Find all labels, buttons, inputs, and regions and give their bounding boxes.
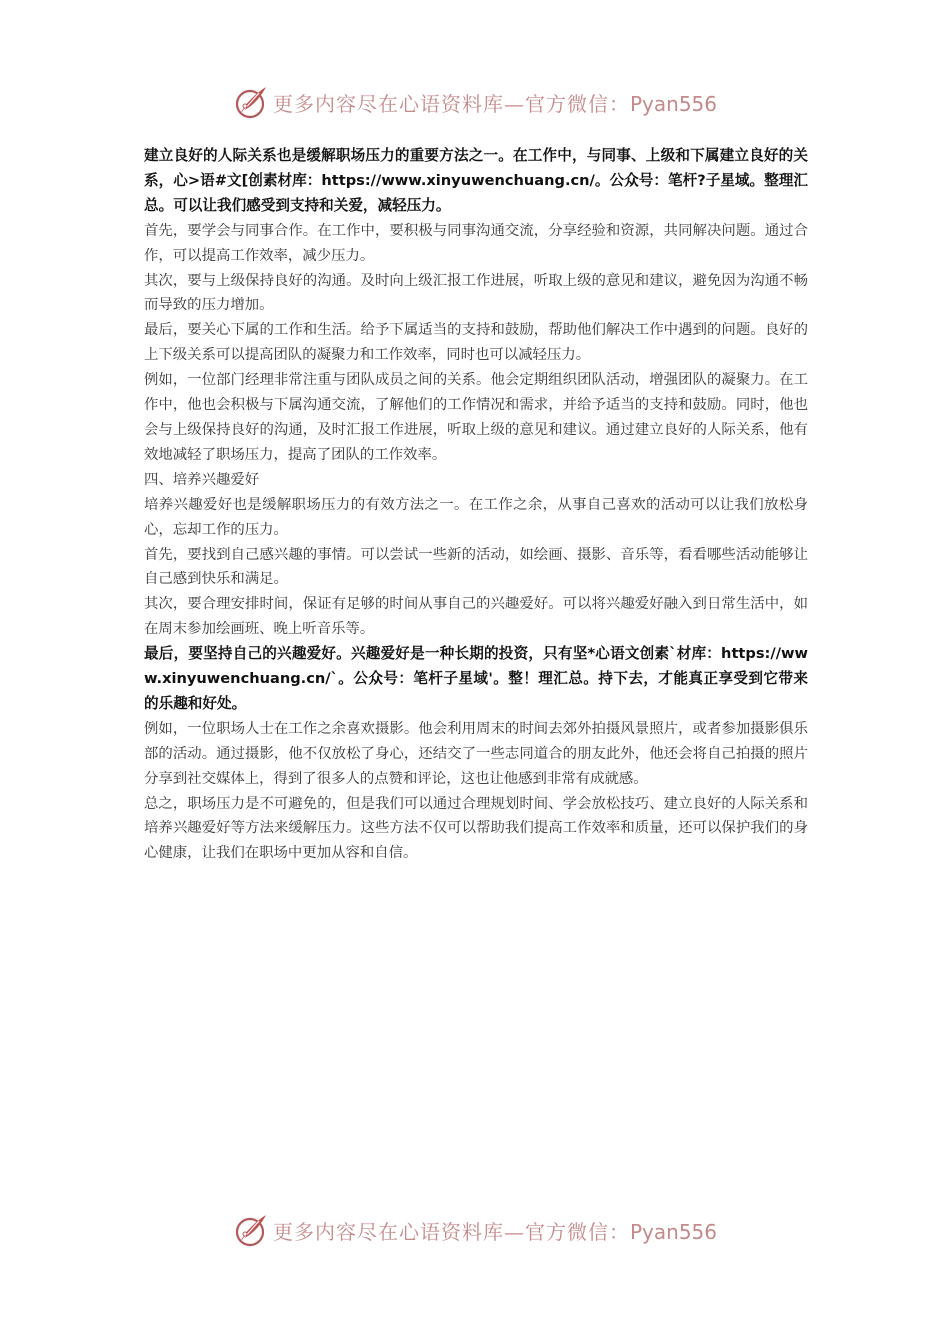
paragraph: 最后，要关心下属的工作和生活。给予下属适当的支持和鼓励，帮助他们解决工作中遇到的问题。良好的上下级关系可以提高团队的凝聚力和工作效率，同时也可以减轻压力。 [144, 322, 808, 364]
paragraph: 总之，职场压力是不可避免的，但是我们可以通过合理规划时间、学会放松技巧、建立良好的人际关系和培养兴趣爱好等方法来缓解压力。这些方法不仅可以帮助我们提高工作效率和质量，还可以保护我们的身心健康，让我们在职场中更加从容和自信。 [144, 795, 808, 862]
document-body [144, 144, 808, 866]
banner-label: 更多内容尽在心语资料库—官方微信： [272, 1219, 630, 1244]
footer-watermark [0, 1210, 950, 1250]
paragraph: 培养兴趣爱好也是缓解职场压力的有效方法之一。在工作之余，从事自己喜欢的活动可以让我们放松身心，忘却工作的压力。 [144, 496, 808, 538]
section-heading: 四、培养兴趣爱好 [144, 471, 260, 488]
banner-text [273, 1216, 717, 1245]
paragraph: 其次，要合理安排时间，保证有足够的时间从事自己的兴趣爱好。可以将兴趣爱好融入到日常生活中，如在周末参加绘画班、晚上听音乐等。 [144, 596, 808, 638]
paragraph: 首先，要找到自己感兴趣的事情。可以尝试一些新的活动，如绘画、摄影、音乐等，看看哪些活动能够让自己感到快乐和满足。 [144, 546, 808, 588]
paragraph: 首先，要学会与同事合作。在工作中，要积极与同事沟通交流，分享经验和资源，共同解决问题。通过合作，可以提高工作效率，减少压力。 [144, 222, 808, 264]
header-watermark [0, 82, 950, 122]
paragraph: 其次，要与上级保持良好的沟通。及时向上级汇报工作进展，听取上级的意见和建议，避免因为沟通不畅而导致的压力增加。 [144, 272, 808, 314]
quill-pen-logo-icon [233, 1212, 269, 1248]
banner-label: 更多内容尽在心语资料库—官方微信： [272, 91, 630, 116]
banner-text [273, 88, 717, 117]
paragraph: 例如，一位部门经理非常注重与团队成员之间的关系。他会定期组织团队活动，增强团队的凝聚力。在工作中，他也会积极与下属沟通交流，了解他们的工作情况和需求，并给予适当的支持和鼓励。同时，他也会与上级保持良好的沟通，及时汇报工作进展，听取上级的意见和建议。通过建立良好的人际关系，他有效地减轻了职场压力，提高了团队的工作效率。 [144, 372, 808, 463]
paragraph: 例如，一位职场人士在工作之余喜欢摄影。他会利用周末的时间去郊外拍摄风景照片，或者参加摄影俱乐部的活动。通过摄影，他不仅放松了身心，还结交了一些志同道合的朋友此外，他还会将自己拍摄的照片分享到社交媒体上，得到了很多人的点赞和评论，这也让他感到非常有成就感。 [144, 720, 808, 787]
wechat-id: Pyan556 [629, 91, 717, 116]
paragraph: 建立良好的人际关系也是缓解职场压力的重要方法之一。在工作中，与同事、上级和下属建立良好的关系，心>语#文[创素材库：https://www.xinyuwenchuang.cn/。公众号：笔杆?子星域。整理汇总。可以让我们感受到支持和关爱，减轻压力。 [144, 147, 808, 214]
paragraph: 最后，要坚持自己的兴趣爱好。兴趣爱好是一种长期的投资，只有坚*心语文创素`材库：https://www.xinyuwenchuang.cn/`。公众号：笔杆子星域'。整！理汇总。持下去，才能真正享受到它带来的乐趣和好处。 [144, 645, 808, 712]
wechat-id: Pyan556 [629, 1219, 717, 1244]
quill-pen-logo-icon [233, 84, 269, 120]
